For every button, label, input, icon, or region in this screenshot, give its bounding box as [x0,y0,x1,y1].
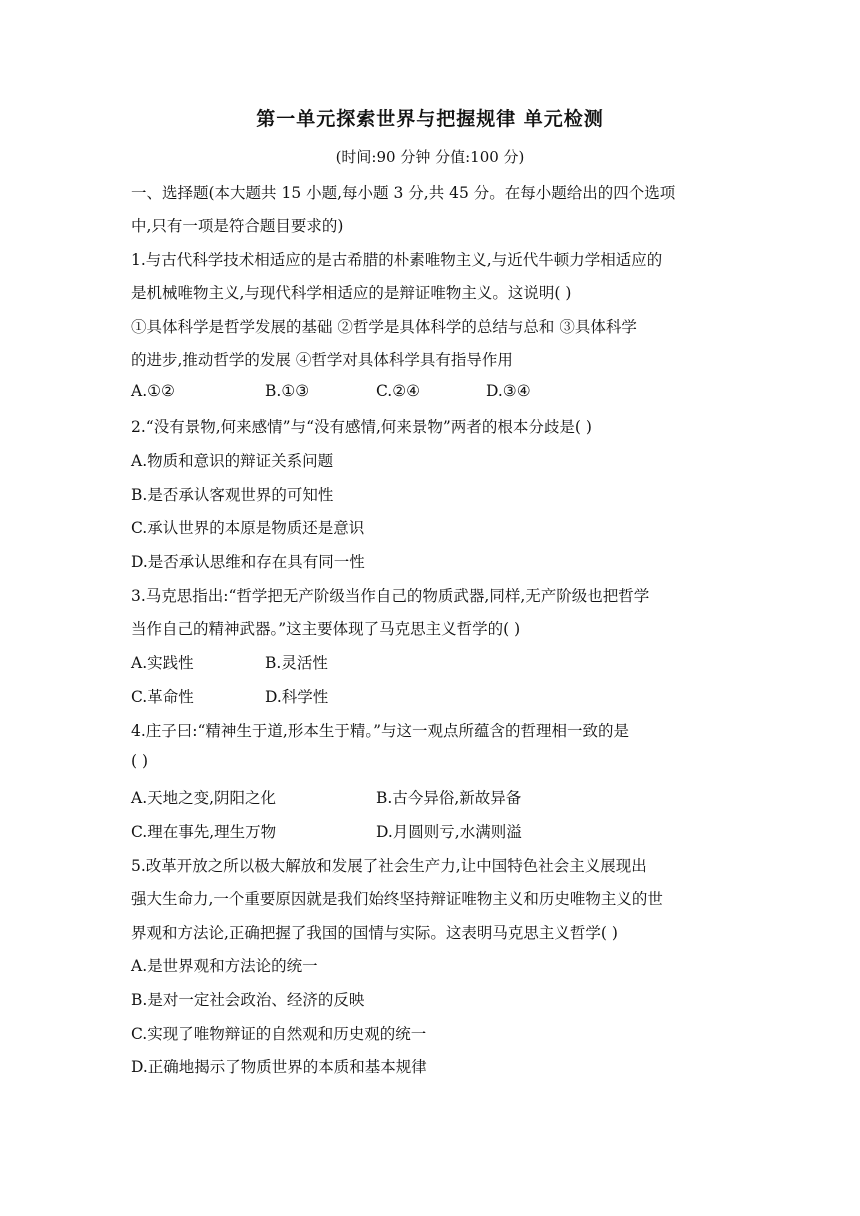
q5-stem-line-3: 界观和方法论,正确把握了我国的国情与实际。这表明马克思主义哲学( ) [131,924,618,942]
document-title: 第一单元探索世界与把握规律 单元检测 [256,108,604,130]
q1-stem-line-1: 1.与古代科学技术相适应的是古希腊的朴素唯物主义,与近代牛顿力学相适应的 [131,251,663,269]
q5-option-b: B.是对一定社会政治、经济的反映 [131,991,365,1009]
q3-option-c: C.革命性 [131,688,194,706]
q5-option-d: D.正确地揭示了物质世界的本质和基本规律 [131,1058,427,1076]
section-heading-line-2: 中,只有一项是符合题目要求的) [131,217,344,235]
q1-option-d: D.③④ [486,382,531,400]
q1-stem-line-2: 是机械唯物主义,与现代科学相适应的是辩证唯物主义。这说明( ) [131,284,572,302]
q4-stem-line-1: 4.庄子曰:“精神生于道,形本生于精。”与这一观点所蕴含的哲理相一致的是 [131,722,630,740]
q1-statements-line-1: ①具体科学是哲学发展的基础 ②哲学是具体科学的总结与总和 ③具体科学 [131,318,637,336]
q1-option-b: B.①③ [265,382,310,400]
q3-option-b: B.灵活性 [265,654,328,672]
q3-option-a: A.实践性 [131,654,194,672]
q1-option-c: C.②④ [376,382,421,400]
q4-option-d: D.月圆则亏,水满则溢 [376,823,522,841]
q2-option-c: C.承认世界的本原是物质还是意识 [131,519,365,537]
q2-option-b: B.是否承认客观世界的可知性 [131,486,334,504]
q2-option-d: D.是否承认思维和存在具有同一性 [131,553,365,571]
q3-stem-line-1: 3.马克思指出:“哲学把无产阶级当作自己的物质武器,同样,无产阶级也把哲学 [131,587,650,605]
q3-option-d: D.科学性 [265,688,329,706]
q2-stem: 2.“没有景物,何来感情”与“没有感情,何来景物”两者的根本分歧是( ) [131,418,592,436]
q1-option-a: A.①② [131,382,175,400]
q4-option-a: A.天地之变,阴阳之化 [131,789,277,807]
q1-statements-line-2: 的进步,推动哲学的发展 ④哲学对具体科学具有指导作用 [131,351,513,369]
q2-option-a: A.物质和意识的辩证关系问题 [131,452,334,470]
q5-option-a: A.是世界观和方法论的统一 [131,957,318,975]
exam-time-score: (时间:90 分钟 分值:100 分) [335,148,525,166]
q4-stem-line-2: ( ) [131,752,149,770]
q4-option-b: B.古今异俗,新故异备 [376,789,522,807]
q3-stem-line-2: 当作自己的精神武器。”这主要体现了马克思主义哲学的( ) [131,620,521,638]
q5-stem-line-2: 强大生命力,一个重要原因就是我们始终坚持辩证唯物主义和历史唯物主义的世 [131,890,663,908]
q4-option-c: C.理在事先,理生万物 [131,823,277,841]
section-heading-line-1: 一、选择题(本大题共 15 小题,每小题 3 分,共 45 分。在每小题给出的四个选项 [131,184,676,202]
q5-option-c: C.实现了唯物辩证的自然观和历史观的统一 [131,1025,427,1043]
q5-stem-line-1: 5.改革开放之所以极大解放和发展了社会生产力,让中国特色社会主义展现出 [131,857,647,875]
